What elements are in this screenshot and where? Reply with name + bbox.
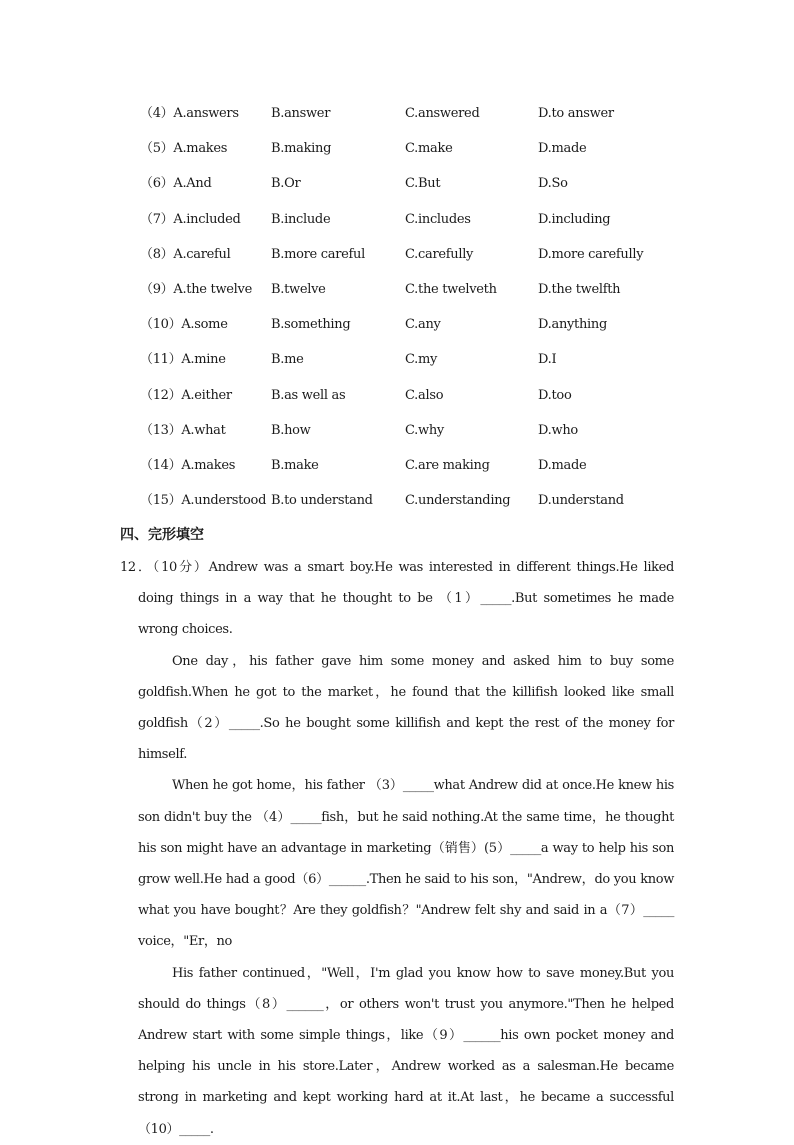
option-b: B.make (271, 457, 319, 473)
option-c: C.are making (405, 457, 490, 473)
question-intro: 12．（10分）Andrew was a smart boy.He was interested in different things.He liked doing things in a way that he thought to be （1）_____.But sometimes he made wrong choices. (120, 560, 674, 638)
option-c: C.my (405, 352, 438, 368)
option-b: B.making (271, 141, 332, 157)
option-d: D.to answer (538, 106, 614, 121)
option-row (140, 208, 680, 243)
option-a: （8）A.careful (140, 246, 231, 262)
option-a: （11）A.mine (140, 352, 226, 368)
option-a: （4）A.answers (140, 106, 239, 121)
option-c: C.includes (405, 211, 471, 227)
option-row (140, 419, 680, 454)
option-c: C.understanding (405, 493, 511, 509)
option-row (140, 489, 680, 524)
option-a: （7）A.included (140, 211, 241, 227)
option-row (140, 102, 680, 137)
option-c: C.any (405, 317, 441, 333)
option-a: （13）A.what (140, 422, 226, 438)
passage-paragraph: One day，his father gave him some money and asked him to buy some goldfish.When he got to the market，he found that the killifish looked like small goldfish（2）_____.So he bought some killifish and kept the rest of the money for himself. (138, 653, 674, 763)
option-d: D.understand (538, 493, 624, 509)
option-row (140, 137, 680, 172)
option-d: D.made (538, 457, 587, 473)
option-row (140, 454, 680, 489)
passage-paragraph: When he got home，his father （3）_____what Andrew did at once.He knew his son didn't buy the （4）_____fish，but he said nothing.At the same time，he thought his son might have an advantage in marketing（销售）(5）_____a way to help his son grow well.He had a good（6）______.Then he said to his son，"Andrew，do you know what you have bought？Are they goldfish？"Andrew felt shy and said in a（7）_____ voice，"Er，no (138, 778, 674, 950)
passage-paragraph: His father continued，"Well，I'm glad you know how to save money.But you should do things（8）______，or others won't trust you anymore."Then he helped Andrew start with some simple things，like（9）______his own pocket money and helping his uncle in his store.Later，Andrew worked as a salesman.He became strong in marketing and kept working hard at it.At last，he became a successful （10）_____. (138, 965, 674, 1137)
section-title: 四、完形填空 (120, 527, 204, 543)
option-b: B.as well as (271, 387, 346, 403)
option-a: （12）A.either (140, 387, 232, 403)
option-d: D.who (538, 422, 578, 438)
option-row (140, 172, 680, 207)
option-b: B.me (271, 352, 304, 368)
option-b: B.twelve (271, 281, 326, 297)
option-d: D.I (538, 352, 557, 368)
option-a: （6）A.And (140, 176, 212, 192)
option-c: C.carefully (405, 246, 474, 262)
option-d: D.more carefully (538, 246, 644, 262)
option-d: D.anything (538, 317, 608, 333)
option-d: D.made (538, 141, 587, 157)
option-row (140, 313, 680, 348)
option-c: C.answered (405, 106, 480, 121)
option-list (140, 102, 680, 524)
option-row (140, 243, 680, 278)
option-c: C.why (405, 422, 444, 438)
option-a: （9）A.the twelve (140, 281, 252, 297)
option-row (140, 348, 680, 383)
option-b: B.include (271, 211, 331, 227)
option-c: C.But (405, 176, 441, 192)
option-a: （14）A.makes (140, 457, 236, 473)
option-c: C.also (405, 387, 444, 403)
option-a: （5）A.makes (140, 141, 228, 157)
option-d: D.too (538, 387, 572, 403)
option-b: B.Or (271, 176, 301, 192)
option-d: D.the twelfth (538, 281, 621, 297)
option-c: C.make (405, 141, 453, 157)
option-d: D.So (538, 176, 568, 192)
option-row (140, 278, 680, 313)
option-b: B.how (271, 422, 311, 438)
option-row (140, 384, 680, 419)
cloze-passage (120, 552, 674, 1145)
option-b: B.more careful (271, 246, 365, 262)
option-b: B.something (271, 317, 351, 333)
option-d: D.including (538, 211, 611, 227)
option-b: B.answer (271, 106, 331, 121)
option-a: （15）A.understood (140, 493, 267, 509)
option-b: B.to understand (271, 493, 373, 509)
option-a: （10）A.some (140, 317, 228, 333)
option-c: C.the twelveth (405, 281, 497, 297)
